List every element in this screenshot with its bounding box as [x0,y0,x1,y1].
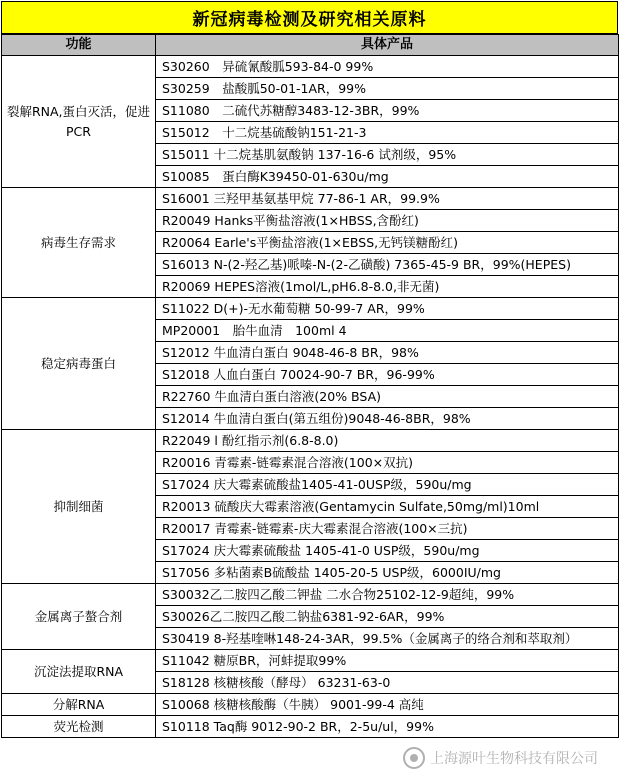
product-cell: S10118 Taq酶 9012-90-2 BR，2-5u/ul，99% [156,716,619,738]
table-header-row [2,35,619,56]
product-cell: S17024 庆大霉素硫酸盐1405-41-0USP级，590u/mg [156,474,619,496]
product-table [1,34,619,738]
product-cell: S30026乙二胺四乙酸二钠盐6381-92-6AR，99% [156,606,619,628]
function-cell: 病毒生存需求 [2,188,156,298]
product-cell: S17024 庆大霉素硫酸盐 1405-41-0 USP级，590u/mg [156,540,619,562]
product-cell: R20064 Earle's平衡盐溶液(1×EBSS,无钙镁糖酚红) [156,232,619,254]
function-cell: 分解RNA [2,694,156,716]
function-cell: 稳定病毒蛋白 [2,298,156,430]
table-row [2,430,619,452]
table-row [2,650,619,672]
table-row [2,716,619,738]
product-cell: R22760 牛血清白蛋白溶液(20% BSA) [156,386,619,408]
product-cell: S30419 8-羟基喹啉148-24-3AR，99.5%（金属离子的络合剂和萃取剂） [156,628,619,650]
table-row [2,694,619,716]
table-row [2,188,619,210]
product-cell: R22049 l 酚红指示剂(6.8-8.0) [156,430,619,452]
product-cell: R20049 Hanks平衡盐溶液(1×HBSS,含酚红) [156,210,619,232]
product-cell: S30259 盐酸胍50-01-1AR，99% [156,78,619,100]
product-sheet [1,1,618,738]
product-cell: S10068 核糖核酸酶（牛胰） 9001-99-4 高纯 [156,694,619,716]
table-row [2,584,619,606]
product-cell: S11080 二硫代苏糖醇3483-12-3BR，99% [156,100,619,122]
function-cell: 沉淀法提取RNA [2,650,156,694]
product-cell: R20016 青霉素-链霉素混合溶液(100×双抗) [156,452,619,474]
product-cell: S17056 多粘菌素B硫酸盐 1405-20-5 USP级，6000IU/mg [156,562,619,584]
product-cell: R20013 硫酸庆大霉素溶液(Gentamycin Sulfate,50mg/ml)10ml [156,496,619,518]
product-cell: S11042 糖原BR，河蚌提取99% [156,650,619,672]
product-cell: S11022 D(+)-无水葡萄糖 50-99-7 AR，99% [156,298,619,320]
product-cell: S10085 蛋白酶K39450-01-630u/mg [156,166,619,188]
company-watermark [403,747,598,769]
header-products: 具体产品 [156,35,619,56]
product-cell: S12014 牛血清白蛋白(第五组份)9048-46-8BR，98% [156,408,619,430]
function-cell: 裂解RNA,蛋白灭活，促进PCR [2,56,156,188]
product-cell: S12018 人血白蛋白 70024-90-7 BR，96-99% [156,364,619,386]
product-cell: S15012 十二烷基硫酸钠151-21-3 [156,122,619,144]
table-row [2,298,619,320]
product-cell: S12012 牛血清白蛋白 9048-46-8 BR，98% [156,342,619,364]
product-cell: S30032乙二胺四乙酸二钾盐 二水合物25102-12-9超纯，99% [156,584,619,606]
watermark-text: 上海源叶生物科技有限公司 [430,751,598,767]
product-cell: MP20001 胎牛血清 100ml 4 [156,320,619,342]
sheet-title: 新冠病毒检测及研究相关原料 [1,1,618,34]
product-cell: S16013 N-(2-羟乙基)哌嗪-N-(2-乙磺酸) 7365-45-9 BR，99%(HEPES) [156,254,619,276]
product-cell: R20069 HEPES溶液(1mol/L,pH6.8-8.0,非无菌) [156,276,619,298]
product-cell: S16001 三羟甲基氨基甲烷 77-86-1 AR，99.9% [156,188,619,210]
header-function: 功能 [2,35,156,56]
product-cell: S15011 十二烷基肌氨酸钠 137-16-6 试剂级，95% [156,144,619,166]
table-row [2,56,619,78]
product-cell: R20017 青霉素-链霉素-庆大霉素混合溶液(100×三抗) [156,518,619,540]
function-cell: 荧光检测 [2,716,156,738]
product-cell: S18128 核糖核酸（酵母） 63231-63-0 [156,672,619,694]
function-cell: 抑制细菌 [2,430,156,584]
company-logo-icon [403,747,425,769]
function-cell: 金属离子螯合剂 [2,584,156,650]
product-cell: S30260 异硫氰酸胍593-84-0 99% [156,56,619,78]
